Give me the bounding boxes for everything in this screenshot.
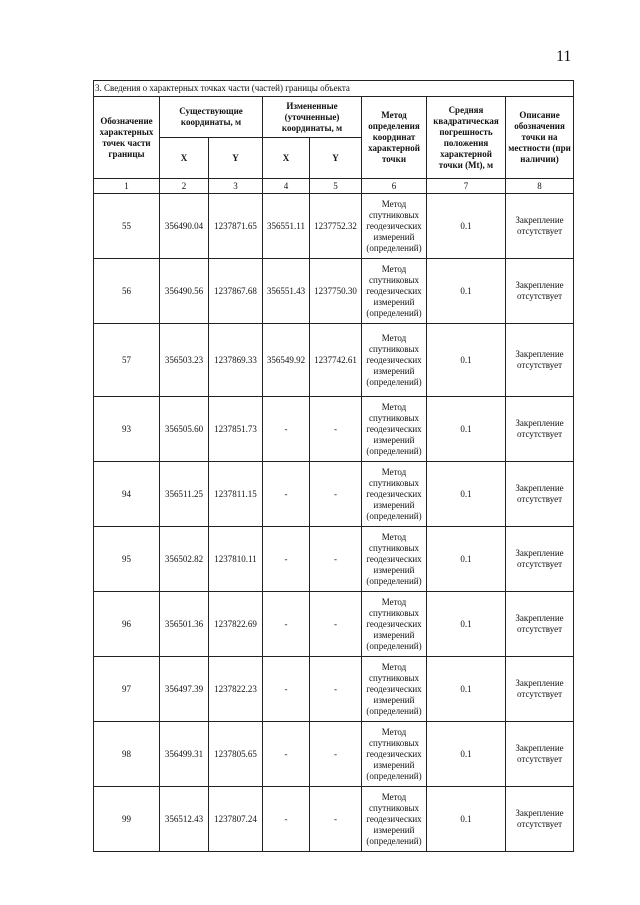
header-rms-error: Средняя квадратическая погрешность положения характерной точки (Mt), м <box>427 97 506 179</box>
method-cell: Метод спутниковых геодезических измерений (определений) <box>362 259 427 324</box>
method-cell: Метод спутниковых геодезических измерений (определений) <box>362 722 427 787</box>
header-existing-y: Y <box>209 138 263 179</box>
rms-error-cell: 0.1 <box>427 462 506 527</box>
existing-y-cell: 1237805.65 <box>209 722 263 787</box>
method-cell: Метод спутниковых геодезических измерений (определений) <box>362 657 427 722</box>
header-changed-coords: Измененные (уточненные) координаты, м <box>263 97 362 138</box>
header-description: Описание обозначения точки на местности (при наличии) <box>506 97 574 179</box>
existing-y-cell: 1237869.33 <box>209 324 263 397</box>
existing-y-cell: 1237871.65 <box>209 194 263 259</box>
description-cell: Закрепление отсутствует <box>506 259 574 324</box>
changed-x-cell: 356549.92 <box>263 324 310 397</box>
changed-x-cell: - <box>263 787 310 852</box>
column-number: 8 <box>506 179 574 194</box>
column-number: 6 <box>362 179 427 194</box>
description-cell: Закрепление отсутствует <box>506 527 574 592</box>
rms-error-cell: 0.1 <box>427 722 506 787</box>
table-row <box>94 397 574 462</box>
existing-x-cell: 356502.82 <box>160 527 209 592</box>
existing-x-cell: 356490.04 <box>160 194 209 259</box>
table-row <box>94 592 574 657</box>
table-row <box>94 722 574 787</box>
point-cell: 55 <box>94 194 160 259</box>
method-cell: Метод спутниковых геодезических измерений (определений) <box>362 462 427 527</box>
description-cell: Закрепление отсутствует <box>506 397 574 462</box>
description-cell: Закрепление отсутствует <box>506 722 574 787</box>
column-number: 5 <box>310 179 362 194</box>
existing-x-cell: 356503.23 <box>160 324 209 397</box>
changed-y-cell: 1237750.30 <box>310 259 362 324</box>
header-existing-x: X <box>160 138 209 179</box>
changed-x-cell: - <box>263 722 310 787</box>
changed-x-cell: - <box>263 527 310 592</box>
changed-x-cell: - <box>263 657 310 722</box>
header-changed-x: X <box>263 138 310 179</box>
rms-error-cell: 0.1 <box>427 657 506 722</box>
existing-y-cell: 1237822.69 <box>209 592 263 657</box>
description-cell: Закрепление отсутствует <box>506 194 574 259</box>
header-changed-y: Y <box>310 138 362 179</box>
changed-y-cell: 1237742.61 <box>310 324 362 397</box>
column-number: 3 <box>209 179 263 194</box>
point-cell: 97 <box>94 657 160 722</box>
existing-x-cell: 356501.36 <box>160 592 209 657</box>
changed-y-cell: - <box>310 787 362 852</box>
description-cell: Закрепление отсутствует <box>506 657 574 722</box>
point-cell: 93 <box>94 397 160 462</box>
rms-error-cell: 0.1 <box>427 194 506 259</box>
rms-error-cell: 0.1 <box>427 259 506 324</box>
boundary-points-table <box>93 80 574 852</box>
point-cell: 95 <box>94 527 160 592</box>
changed-x-cell: 356551.11 <box>263 194 310 259</box>
changed-y-cell: - <box>310 527 362 592</box>
method-cell: Метод спутниковых геодезических измерений (определений) <box>362 397 427 462</box>
description-cell: Закрепление отсутствует <box>506 462 574 527</box>
method-cell: Метод спутниковых геодезических измерений (определений) <box>362 194 427 259</box>
header-method: Метод определения координат характерной точки <box>362 97 427 179</box>
existing-y-cell: 1237851.73 <box>209 397 263 462</box>
method-cell: Метод спутниковых геодезических измерений (определений) <box>362 787 427 852</box>
table-row <box>94 259 574 324</box>
header-existing-coords: Существующие координаты, м <box>160 97 263 138</box>
existing-x-cell: 356490.56 <box>160 259 209 324</box>
point-cell: 56 <box>94 259 160 324</box>
method-cell: Метод спутниковых геодезических измерений (определений) <box>362 527 427 592</box>
existing-x-cell: 356497.39 <box>160 657 209 722</box>
column-number: 1 <box>94 179 160 194</box>
existing-y-cell: 1237822.23 <box>209 657 263 722</box>
table-row <box>94 462 574 527</box>
point-cell: 57 <box>94 324 160 397</box>
description-cell: Закрепление отсутствует <box>506 787 574 852</box>
changed-y-cell: - <box>310 397 362 462</box>
table-row <box>94 527 574 592</box>
point-cell: 99 <box>94 787 160 852</box>
point-cell: 98 <box>94 722 160 787</box>
point-cell: 94 <box>94 462 160 527</box>
rms-error-cell: 0.1 <box>427 592 506 657</box>
existing-y-cell: 1237811.15 <box>209 462 263 527</box>
existing-x-cell: 356505.60 <box>160 397 209 462</box>
existing-y-cell: 1237867.68 <box>209 259 263 324</box>
changed-y-cell: - <box>310 462 362 527</box>
column-number: 7 <box>427 179 506 194</box>
rms-error-cell: 0.1 <box>427 397 506 462</box>
table-row <box>94 194 574 259</box>
column-number-row <box>94 179 574 194</box>
method-cell: Метод спутниковых геодезических измерений (определений) <box>362 592 427 657</box>
existing-x-cell: 356499.31 <box>160 722 209 787</box>
rms-error-cell: 0.1 <box>427 787 506 852</box>
table-body <box>94 194 574 852</box>
description-cell: Закрепление отсутствует <box>506 592 574 657</box>
existing-y-cell: 1237807.24 <box>209 787 263 852</box>
header-point-designation: Обозначение характерных точек части границы <box>94 97 160 179</box>
existing-x-cell: 356512.43 <box>160 787 209 852</box>
changed-x-cell: - <box>263 397 310 462</box>
changed-x-cell: - <box>263 592 310 657</box>
rms-error-cell: 0.1 <box>427 324 506 397</box>
changed-y-cell: - <box>310 722 362 787</box>
table-row <box>94 657 574 722</box>
changed-x-cell: 356551.43 <box>263 259 310 324</box>
point-cell: 96 <box>94 592 160 657</box>
changed-x-cell: - <box>263 462 310 527</box>
existing-y-cell: 1237810.11 <box>209 527 263 592</box>
table-row <box>94 787 574 852</box>
rms-error-cell: 0.1 <box>427 527 506 592</box>
changed-y-cell: - <box>310 592 362 657</box>
column-number: 4 <box>263 179 310 194</box>
changed-y-cell: 1237752.32 <box>310 194 362 259</box>
table-row <box>94 324 574 397</box>
page-number: 11 <box>556 48 572 65</box>
existing-x-cell: 356511.25 <box>160 462 209 527</box>
description-cell: Закрепление отсутствует <box>506 324 574 397</box>
method-cell: Метод спутниковых геодезических измерений (определений) <box>362 324 427 397</box>
table-caption: 3. Сведения о характерных точках части (частей) границы объекта <box>94 81 574 97</box>
column-number: 2 <box>160 179 209 194</box>
changed-y-cell: - <box>310 657 362 722</box>
